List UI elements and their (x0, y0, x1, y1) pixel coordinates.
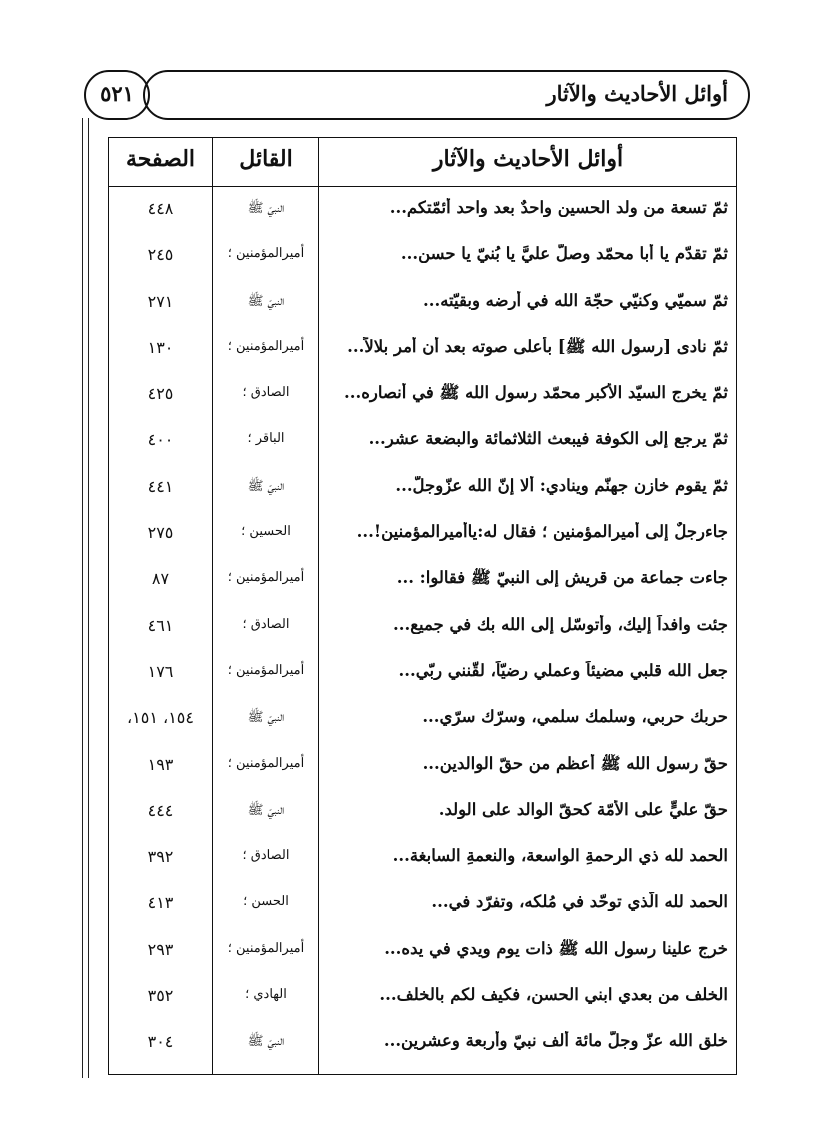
hadith-opening-text: الحمد لله الّذي توحّد في مُلكه، وتفرّد في... (431, 892, 728, 912)
table-row (109, 188, 736, 234)
table-row (109, 975, 736, 1021)
hadith-opening-text: حقّ عليٍّ على الأُمّة كحقّ الوالد على الولد. (438, 799, 728, 819)
page-cell: ١٥٤، ١٥١، (127, 708, 194, 728)
speaker-cell: النبيّ ﷺ (247, 710, 285, 726)
table-body (109, 188, 736, 1068)
page-cell: ١٩٣ (147, 754, 174, 774)
hadith-opening-text: ثمّ سميّي وكنيّي حجّة الله في أرضه وبقيّته... (422, 290, 728, 310)
speaker-cell: النبيّ ﷺ (247, 1034, 285, 1050)
speaker-cell: النبيّ ﷺ (247, 802, 285, 818)
table-row (109, 790, 736, 836)
speaker-cell: أميرالمؤمنين ؛ (227, 570, 305, 586)
hadith-opening-text: جئت وافداً إليك، وأتوسّل إلى الله بك في جميع... (393, 614, 728, 634)
page-cell: ٤٦١ (147, 615, 174, 635)
hadith-opening-text: حربك حربي، وسلمك سلمي، وسرّك سرّي... (422, 707, 728, 727)
page-number-box (84, 70, 150, 120)
hadith-opening-text: ثمّ نادى [رسول الله ﷺ] بأعلى صوته بعد أن أمر بلالاً... (347, 336, 728, 356)
page-cell: ٣٠٤ (147, 1032, 174, 1052)
page-cell: ٤٢٥ (147, 384, 174, 404)
speaker-cell: أميرالمؤمنين ؛ (227, 662, 305, 678)
page-cell: ٣٥٢ (147, 986, 174, 1006)
hadith-opening-text: خرج علينا رسول الله ﷺ ذات يوم ويدي في يده... (384, 938, 728, 958)
page-cell: ٣٩٢ (147, 847, 174, 867)
hadith-opening-text: الخلف من بعدي ابني الحسن، فكيف لكم بالخلف... (379, 985, 728, 1005)
table-row (109, 281, 736, 327)
margin-rule-inner (88, 118, 89, 1078)
margin-rule-outer (82, 118, 83, 1078)
speaker-cell: الصادق ؛ (242, 616, 290, 632)
table-row (109, 697, 736, 743)
hadith-opening-text: الحمد لله ذي الرحمةِ الواسعة، والنعمةِ السابغة... (392, 846, 728, 866)
speaker-cell: الباقر ؛ (247, 431, 285, 447)
table-row (109, 327, 736, 373)
hadith-opening-text: ثمّ يخرج السيّد الأكبر محمّد رسول الله ﷺ في أنصاره... (343, 383, 728, 403)
page-cell: ٤٤١ (147, 476, 174, 496)
hadith-opening-text: خلق الله عزّ وجلّ مائة ألف نبيّ وأربعة وعشرين... (383, 1031, 728, 1051)
hadith-opening-text: ثمّ تسعة من ولد الحسين واحدٌ بعد واحد أئمّتكم... (389, 198, 728, 217)
table-row (109, 836, 736, 882)
column-header-hadith: أوائل الأحاديث والآثار (432, 146, 624, 172)
hadith-opening-text: جاءت جماعة من قريش إلى النبيّ ﷺ فقالوا: ... (396, 568, 728, 588)
table-row (109, 466, 736, 512)
page-cell: ٤٤٨ (147, 199, 174, 218)
speaker-cell: النبيّ ﷺ (247, 201, 285, 216)
table-row (109, 558, 736, 604)
table-row (109, 234, 736, 280)
hadith-opening-text: حقّ رسول الله ﷺ أعظم من حقّ الوالدين... (422, 753, 728, 773)
hadith-index-table (108, 137, 737, 1075)
speaker-cell: الهادي ؛ (245, 987, 287, 1003)
speaker-cell: أميرالمؤمنين ؛ (227, 246, 305, 262)
table-row (109, 419, 736, 465)
column-header-page: الصفحة (125, 146, 196, 172)
column-header-speaker: القائل (239, 146, 293, 172)
speaker-cell: الحسين ؛ (241, 524, 291, 540)
hadith-opening-text: جاءرجلٌ إلى أميرالمؤمنين ؛ فقال له:ياأميرالمؤمنين!... (356, 522, 728, 542)
table-row (109, 882, 736, 928)
speaker-cell: النبيّ ﷺ (247, 478, 285, 494)
page-cell: ١٣٠ (147, 337, 174, 357)
table-row (109, 1021, 736, 1067)
page-cell: ٤٤٤ (147, 800, 174, 820)
page-cell: ٤٠٠ (147, 430, 174, 450)
table-row (109, 929, 736, 975)
page-cell: ٢٩٣ (147, 939, 174, 959)
hadith-opening-text: ثمّ يقوم خازن جهنّم وينادي: ألا إنّ الله عزّوجلّ... (395, 475, 728, 495)
table-row (109, 512, 736, 558)
speaker-cell: النبيّ ﷺ (247, 293, 285, 309)
page-cell: ٢٤٥ (147, 245, 174, 265)
page-cell: ٢٧١ (147, 291, 174, 311)
speaker-cell: الصادق ؛ (242, 848, 290, 864)
page-cell: ٢٧٥ (147, 523, 174, 543)
page-number: ٥٢١ (100, 81, 134, 106)
hadith-opening-text: ثمّ يرجع إلى الكوفة فيبعث الثلاثمائة والبضعة عشر... (368, 429, 728, 449)
table-row (109, 605, 736, 651)
speaker-cell: أميرالمؤمنين ؛ (227, 755, 305, 771)
speaker-cell: الحسن ؛ (243, 894, 289, 910)
table-row (109, 744, 736, 790)
page-cell: ٨٧ (151, 569, 170, 589)
page-cell: ٤١٣ (147, 893, 174, 913)
table-header (109, 138, 736, 187)
running-header-title: أوائل الأحاديث والآثار (546, 81, 728, 106)
speaker-cell: أميرالمؤمنين ؛ (227, 338, 305, 354)
running-header (143, 70, 750, 120)
speaker-cell: أميرالمؤمنين ؛ (227, 940, 305, 956)
table-row (109, 373, 736, 419)
hadith-opening-text: جعل الله قلبي مضيئاً وعملي رضيّاً، لقّنني ربّي... (398, 660, 728, 680)
page-cell: ١٧٦ (147, 661, 174, 681)
hadith-opening-text: ثمّ تقدّم يا أبا محمّد وصلّ عليَّ يا بُنيّ يا حسن... (400, 244, 728, 264)
speaker-cell: الصادق ؛ (242, 385, 290, 401)
table-row (109, 651, 736, 697)
